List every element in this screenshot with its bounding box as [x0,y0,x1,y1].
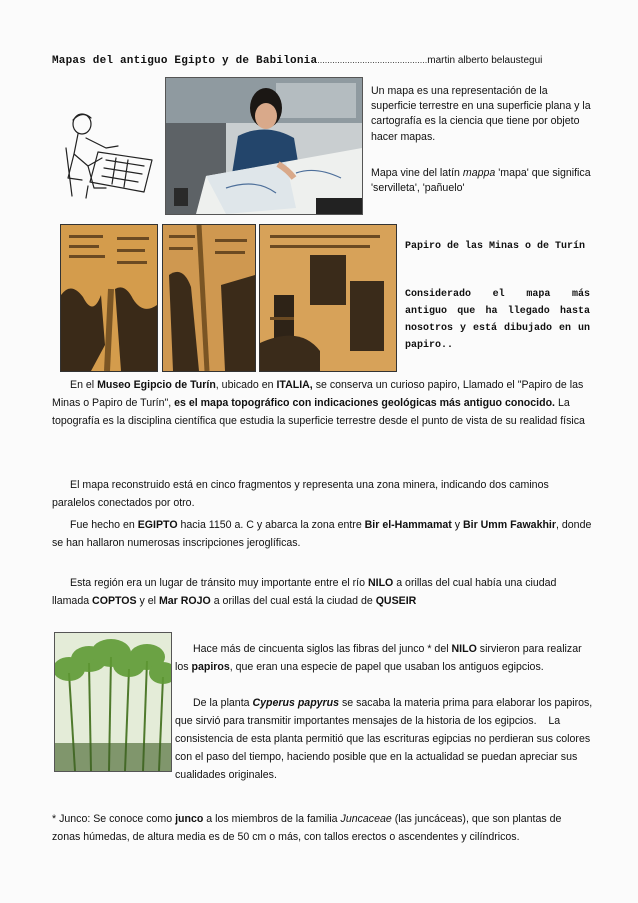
cartographer-drawing [58,108,160,200]
papyrus-fragment-1 [60,224,158,372]
page-header [52,50,592,68]
map-definition: Un mapa es una representación de la superficie terrestre en una superficie plana y la cartografía es la ciencia que tiene por objeto hacer mapas. [371,85,591,143]
paragraph-papyrus-fibers: Hace más de cincuenta siglos las fibras del junco * del NILO sirvieron para realizar los papiros, que eran una especie de papel que usaban los antiguos egipcios. [175,643,582,673]
document-title: Mapas del antiguo Egipto y de Babilonia [52,55,318,67]
paragraph-turin: En el Museo Egipcio de Turín, ubicado en ITALIA, se conserva un curioso papiro, Llamado el "Papiro de las Minas o Papiro de Turín", es el mapa topográfico con indicaciones geológicas más antiguo conocido. La topografía es la disciplina científica que estudia la superficie terrestre desde el punto de vista de su realidad física [52,379,585,427]
map-etymology: Mapa vine del latín mappa 'mapa' que significa 'servilleta', 'pañuelo' [371,167,591,195]
papyrus-fragment-2 [162,224,256,372]
papyrus-plant-photo [54,632,172,772]
papyrus-caption-title: Papiro de las Minas o de Turín [405,241,586,252]
paragraph-cyperus: De la planta Cyperus papyrus se sacaba la materia prima para elaborar los papiros, que sirvió para transmitir importantes mensajes de la historia de los egipcios. La consistencia de esta planta permitió que las escrituras egipcias no perdieran sus colores con el paso del tiempo, haciendo posible que en la actualidad se puedan apreciar sus cualidades originales. [175,697,593,781]
cartographer-photo [165,77,363,215]
footnote-junco: * Junco: Se conoce como junco a los miembros de la familia Juncaceae (las juncáceas), que son plantas de zonas húmedas, de altura media es de 50 cm o más, con tallos erectos o ascendentes y cilíndricos. [52,813,562,843]
header-dots: ............................................ [317,55,428,65]
paragraph-fragments: El mapa reconstruido está en cinco fragmentos y representa una zona minera, indicando dos caminos paralelos conectados por otro. [52,479,549,509]
papyrus-caption-body: Considerado el mapa más antiguo que ha llegado hasta nosotros y está dibujado en un papiro.. [405,289,590,351]
papyrus-fragment-3 [259,224,397,372]
author-name: martin alberto belaustegui [427,55,543,66]
paragraph-region: Esta región era un lugar de tránsito muy importante entre el río NILO a orillas del cual había una ciudad llamada COPTOS y el Mar ROJO a orillas del cual está la ciudad de QUSEIR [52,577,557,607]
paragraph-origin: Fue hecho en EGIPTO hacia 1150 a. C y abarca la zona entre Bir el-Hammamat y Bir Umm Fawakhir, donde se han hallaron numerosas inscripciones jeroglíficas. [52,519,592,549]
etym-word: mappa [462,167,496,179]
